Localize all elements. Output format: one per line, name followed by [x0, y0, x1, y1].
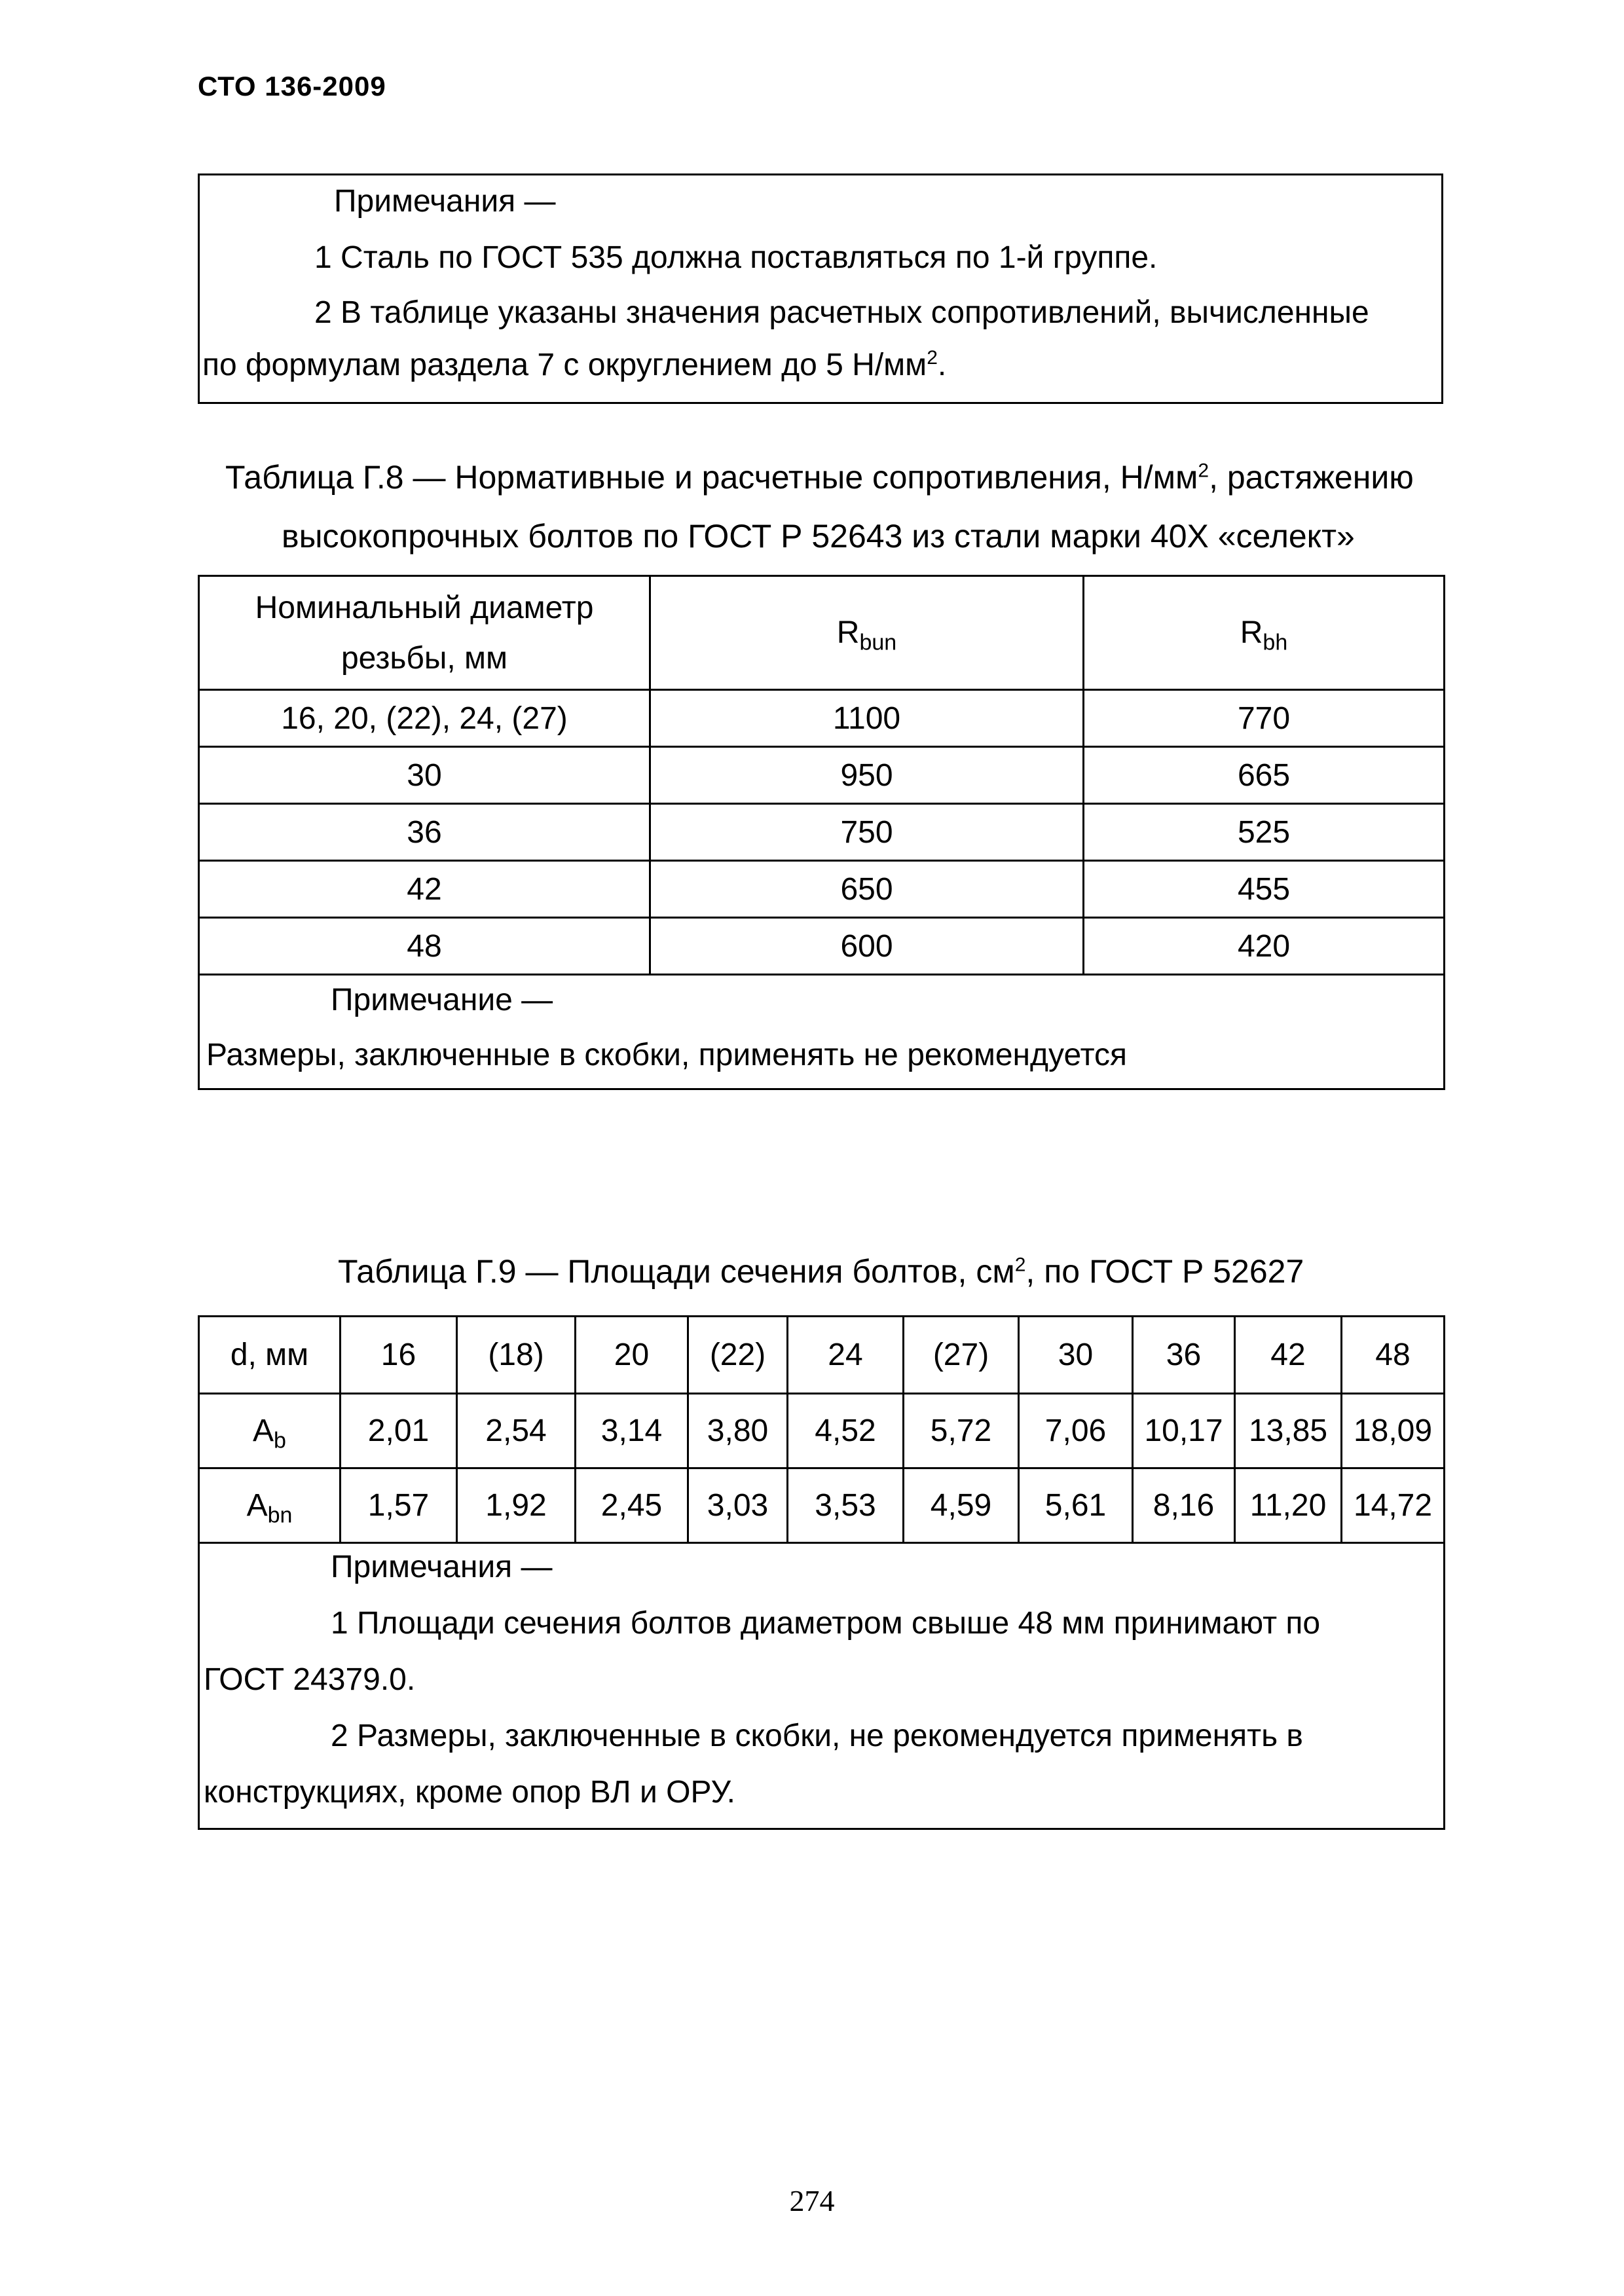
table-8-note-text: Размеры, заключенные в скобки, применять не рекомендуется [206, 1038, 1128, 1072]
table-9-caption-superscript: 2 [1014, 1254, 1026, 1276]
table-row [199, 747, 1445, 804]
table-8-diameter-cell: 30 [199, 747, 650, 804]
table-9-abn-cell: 3,53 [788, 1468, 904, 1543]
rbh-symbol: R [1240, 615, 1263, 650]
table-8-header-rbh [1084, 576, 1445, 690]
table-9-caption-a: Таблица Г.9 — Площади сечения болтов, см [338, 1253, 1015, 1290]
table-9-diameter-cell: 42 [1235, 1317, 1342, 1394]
table-9-abn-cell: 1,57 [341, 1468, 457, 1543]
table-9-abn-cell: 14,72 [1342, 1468, 1445, 1543]
table-9-ab-row [199, 1394, 1445, 1468]
rbun-subscript: bun [859, 630, 897, 655]
table-8-caption-line-2: высокопрочных болтов по ГОСТ Р 52643 из стали марки 40Х «селект» [282, 518, 1355, 555]
table-9-row-label-ab [199, 1394, 341, 1468]
ab-symbol: A [253, 1413, 274, 1448]
table-8-header-rbun [650, 576, 1084, 690]
table-9-diameter-cell: 24 [788, 1317, 904, 1394]
note-item-2-text: по формулам раздела 7 с округлением до 5 Н/мм [202, 348, 927, 382]
table-8-header-diameter-line-2: резьбы, мм [341, 640, 507, 676]
table-9-row-label-abn [199, 1468, 341, 1543]
table-8-rbun-cell: 600 [650, 918, 1084, 975]
table-9-ab-cell: 3,80 [688, 1394, 788, 1468]
table-8-rbun-cell: 650 [650, 861, 1084, 918]
table-9-abn-cell: 4,59 [904, 1468, 1019, 1543]
table-8-diameter-cell: 16, 20, (22), 24, (27) [199, 690, 650, 747]
table-8-rbun-cell: 750 [650, 804, 1084, 861]
table-8-note-title: Примечание — [331, 983, 553, 1017]
table-9-abn-cell: 8,16 [1133, 1468, 1235, 1543]
table-8-rbh-cell: 525 [1084, 804, 1445, 861]
table-8-note-cell [199, 975, 1445, 1089]
table-9-ab-cell: 5,72 [904, 1394, 1019, 1468]
table-9-diameter-cell: 36 [1133, 1317, 1235, 1394]
table-8-diameter-cell: 48 [199, 918, 650, 975]
table-9-ab-cell: 2,01 [341, 1394, 457, 1468]
table-8 [198, 575, 1445, 1090]
table-9-note-1-line-2: ГОСТ 24379.0. [204, 1662, 416, 1697]
rbun-symbol: R [836, 615, 860, 650]
table-9-ab-cell: 13,85 [1235, 1394, 1342, 1468]
table-9-note-1-line-1: 1 Площади сечения болтов диаметром свыше 48 мм принимают по [331, 1606, 1321, 1641]
table-8-rbh-cell: 770 [1084, 690, 1445, 747]
table-9-diameter-cell: (22) [688, 1317, 788, 1394]
table-9-diameter-cell: 30 [1019, 1317, 1133, 1394]
note-item-2-line-1: 2 В таблице указаны значения расчетных сопротивлений, вычисленные [314, 295, 1369, 330]
table-row [199, 804, 1445, 861]
notes-title: Примечания — [334, 184, 556, 219]
table-9-ab-cell: 2,54 [457, 1394, 576, 1468]
table-9-row-label-d: d, мм [199, 1317, 341, 1394]
table-8-header-row [199, 576, 1445, 690]
table-9-note-cell [199, 1543, 1445, 1829]
table-9-abn-cell: 2,45 [576, 1468, 688, 1543]
ab-subscript: b [274, 1428, 286, 1453]
table-8-rbun-cell: 1100 [650, 690, 1084, 747]
table-9-note-row [199, 1543, 1445, 1829]
abn-symbol: A [246, 1488, 268, 1523]
table-row [199, 861, 1445, 918]
table-9-caption-b: , по ГОСТ Р 52627 [1025, 1253, 1304, 1290]
table-8-caption-line-1 [225, 458, 1414, 496]
table-9-note-title: Примечания — [331, 1550, 553, 1584]
table-9-abn-cell: 11,20 [1235, 1468, 1342, 1543]
table-9-diameter-row [199, 1317, 1445, 1394]
table-9-diameter-cell: 20 [576, 1317, 688, 1394]
table-9-ab-cell: 7,06 [1019, 1394, 1133, 1468]
notes-box-top [198, 173, 1443, 404]
table-9-abn-cell: 5,61 [1019, 1468, 1133, 1543]
note-item-2-end: . [937, 348, 947, 382]
table-8-diameter-cell: 42 [199, 861, 650, 918]
table-8-note-row [199, 975, 1445, 1089]
table-9-diameter-cell: (18) [457, 1317, 576, 1394]
table-8-header-diameter [199, 576, 650, 690]
table-row [199, 690, 1445, 747]
table-9-diameter-cell: 48 [1342, 1317, 1445, 1394]
table-8-caption-superscript: 2 [1198, 460, 1209, 482]
table-9 [198, 1315, 1445, 1830]
table-9-ab-cell: 10,17 [1133, 1394, 1235, 1468]
table-9-abn-cell: 3,03 [688, 1468, 788, 1543]
table-9-abn-row [199, 1468, 1445, 1543]
note-item-2-line-2 [202, 347, 946, 383]
note-item-1: 1 Сталь по ГОСТ 535 должна поставляться по 1-й группе. [314, 240, 1158, 275]
table-9-diameter-cell: (27) [904, 1317, 1019, 1394]
table-9-ab-cell: 18,09 [1342, 1394, 1445, 1468]
table-9-caption [338, 1252, 1304, 1290]
rbh-subscript: bh [1263, 630, 1288, 655]
abn-subscript: bn [267, 1503, 293, 1528]
table-8-rbun-cell: 950 [650, 747, 1084, 804]
table-9-abn-cell: 1,92 [457, 1468, 576, 1543]
table-8-rbh-cell: 420 [1084, 918, 1445, 975]
document-code: СТО 136-2009 [198, 71, 386, 101]
table-9-ab-cell: 4,52 [788, 1394, 904, 1468]
table-8-diameter-cell: 36 [199, 804, 650, 861]
table-8-caption-b: , растяжению [1209, 459, 1414, 496]
table-8-rbh-cell: 455 [1084, 861, 1445, 918]
page-number: 274 [789, 2184, 835, 2217]
table-9-ab-cell: 3,14 [576, 1394, 688, 1468]
table-9-note-2-line-2: конструкциях, кроме опор ВЛ и ОРУ. [204, 1775, 735, 1810]
table-row [199, 918, 1445, 975]
table-8-caption-a: Таблица Г.8 — Нормативные и расчетные сопротивления, Н/мм [225, 459, 1198, 496]
table-9-diameter-cell: 16 [341, 1317, 457, 1394]
table-8-rbh-cell: 665 [1084, 747, 1445, 804]
note-item-2-superscript: 2 [927, 347, 938, 369]
table-8-header-diameter-line-1: Номинальный диаметр [255, 590, 594, 625]
table-9-note-2-line-1: 2 Размеры, заключенные в скобки, не рекомендуется применять в [331, 1719, 1303, 1753]
